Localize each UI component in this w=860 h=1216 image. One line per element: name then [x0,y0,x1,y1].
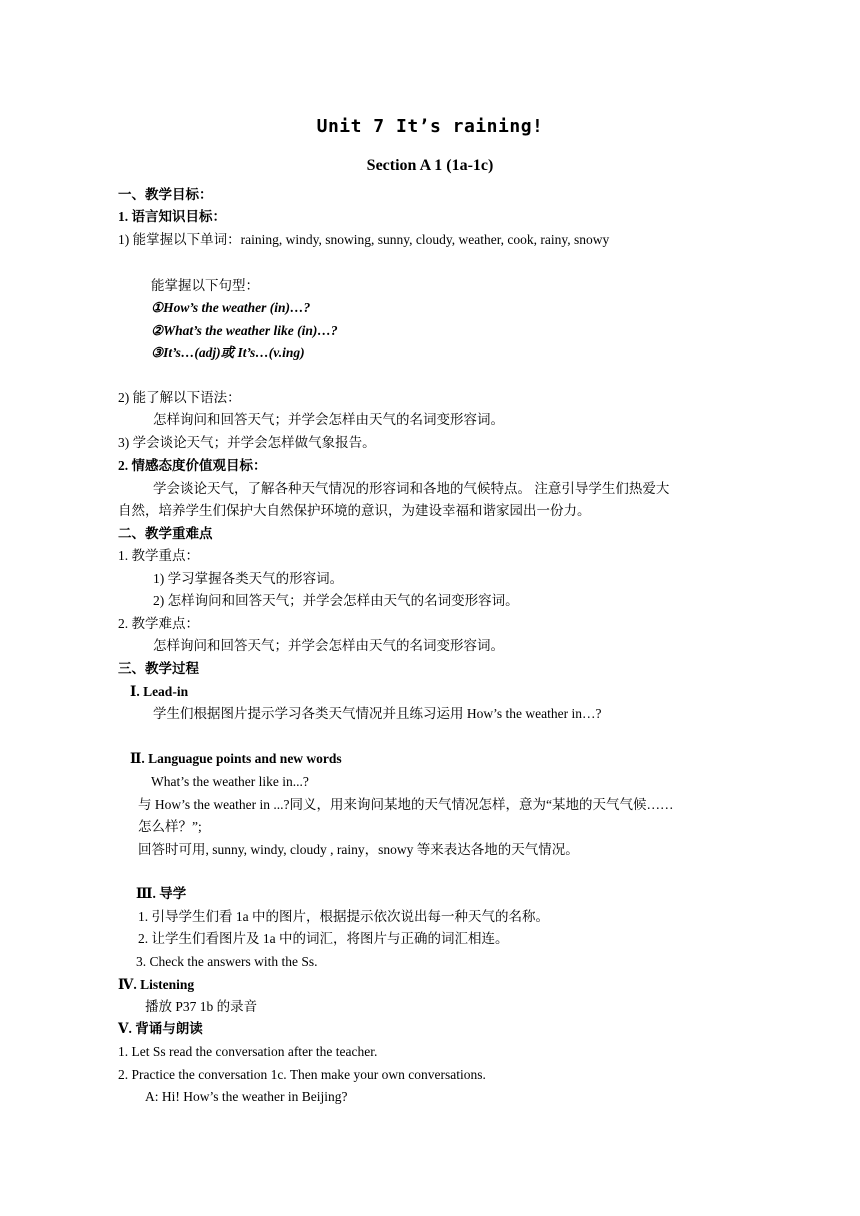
text-line: 2. Practice the conversation 1c. Then make your own conversations. [118,1067,486,1082]
text-line: 怎么样？”; [138,819,202,834]
section-heading: 二、教学重难点 [118,526,213,541]
step-heading: Ⅳ. Listening [118,977,195,992]
document-subtitle: Section A 1 (1a-1c) [366,157,494,174]
text-line: 回答时可用, sunny, windy, cloudy , rainy，snowy 等来表达各地的天气情况。 [138,842,579,857]
text-line: 1) 能掌握以下单词：raining, windy, snowing, sunny, cloudy, weather, cook, rainy, snowy [118,232,610,247]
text-line: 播放 P37 1b 的录音 [145,999,258,1014]
text-line: 1. 引导学生们看 1a 中的图片，根据提示依次说出每一种天气的名称。 [138,909,549,924]
document-title: Unit 7 It’s raining! [316,116,544,137]
text-line: 能掌握以下句型： [151,278,259,293]
step-heading: Ⅰ. Lead-in [130,684,189,699]
text-line: 2) 能了解以下语法： [118,390,241,405]
text-line: 3) 学会谈论天气；并学会怎样做气象报告。 [118,435,376,450]
step-heading: Ⅴ. 背诵与朗读 [118,1021,203,1036]
section-heading: 三、教学过程 [118,661,199,676]
sentence-pattern: ③It’s…(adj)或 It’s…(v.ing) [151,345,305,360]
text-line: 3. Check the answers with the Ss. [136,954,318,969]
text-line: 2) 怎样询问和回答天气；并学会怎样由天气的名词变形容词。 [153,593,519,608]
sentence-pattern: ①How’s the weather (in)…? [151,300,311,315]
text-line: 学生们根据图片提示学习各类天气情况并且练习运用 How’s the weather in…? [153,706,602,721]
text-line: What’s the weather like in...? [151,774,309,789]
text-line: 1. 教学重点： [118,548,199,563]
subsection-heading: 1. 语言知识目标： [118,209,226,224]
sentence-pattern: ②What’s the weather like (in)…? [151,323,338,338]
text-line: 1) 学习掌握各类天气的形容词。 [153,571,344,586]
step-heading: Ⅱ. Languague points and new words [130,751,342,766]
text-line: A: Hi! How’s the weather in Beijing? [145,1089,348,1104]
text-line: 1. Let Ss read the conversation after the teacher. [118,1044,378,1059]
text-line: 学会谈论天气，了解各种天气情况的形容词和各地的气候特点。 注意引导学生们热爱大 [153,481,670,496]
text-line: 怎样询问和回答天气；并学会怎样由天气的名词变形容词。 [153,638,504,653]
text-line: 2. 教学难点： [118,616,199,631]
text-line: 自然，培养学生们保护大自然保护环境的意识，为建设幸福和谐家园出一份力。 [118,503,591,518]
subsection-heading: 2. 情感态度价值观目标： [118,458,267,473]
text-line: 怎样询问和回答天气；并学会怎样由天气的名词变形容词。 [153,412,504,427]
text-line: 与 How’s the weather in ...?同义，用来询问某地的天气情况怎样，意为“某地的天气气候…… [138,797,674,812]
section-heading: 一、教学目标： [118,187,213,202]
step-heading: Ⅲ. 导学 [136,886,187,901]
text-line: 2. 让学生们看图片及 1a 中的词汇，将图片与正确的词汇相连。 [138,931,509,946]
